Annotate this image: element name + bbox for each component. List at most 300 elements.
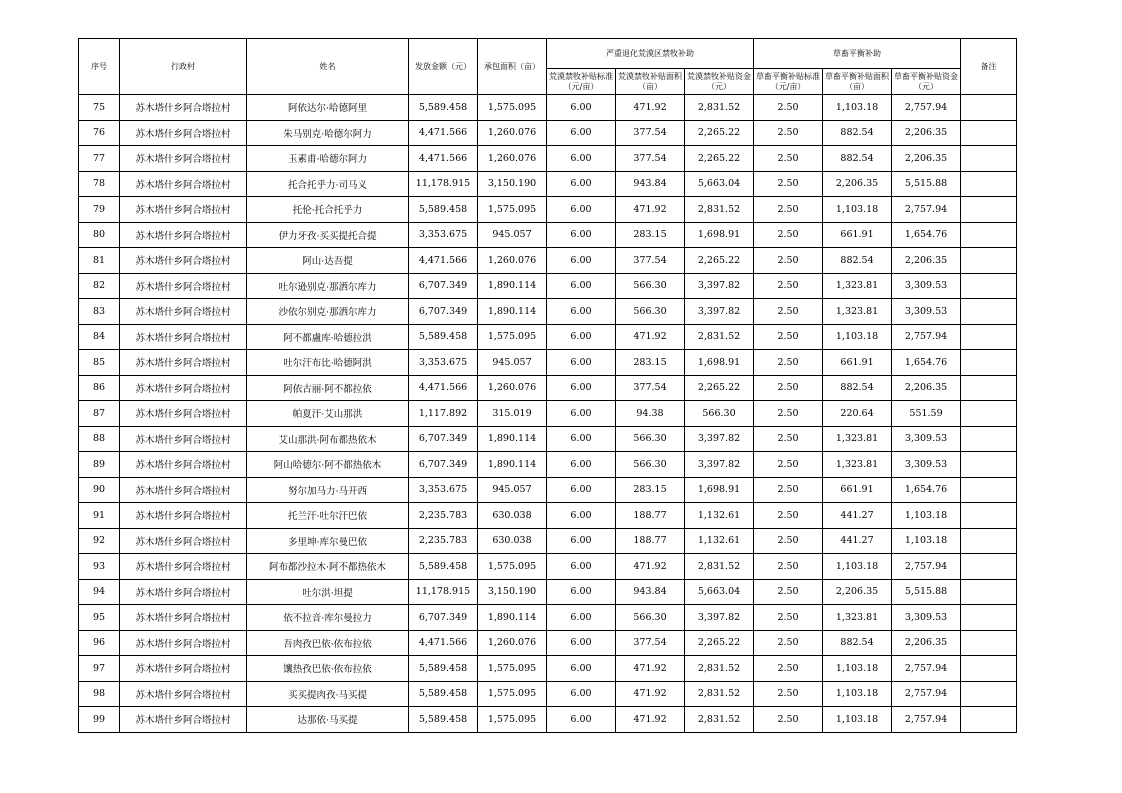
cell-desert-area: 283.15 xyxy=(616,222,685,248)
cell-village: 苏木塔什乡阿合塔拉村 xyxy=(120,656,247,682)
cell-desert-fund: 3,397.82 xyxy=(685,299,754,325)
cell-village: 苏木塔什乡阿合塔拉村 xyxy=(120,350,247,376)
table-header xyxy=(79,39,1017,95)
cell-amount: 6,707.349 xyxy=(409,605,478,631)
cell-balance-fund: 3,309.53 xyxy=(892,273,961,299)
cell-area: 315.019 xyxy=(478,401,547,427)
cell-balance-standard: 2.50 xyxy=(754,248,823,274)
cell-amount: 6,707.349 xyxy=(409,273,478,299)
cell-seq: 92 xyxy=(79,528,120,554)
cell-amount: 5,589.458 xyxy=(409,95,478,121)
cell-desert-area: 283.15 xyxy=(616,477,685,503)
cell-balance-standard: 2.50 xyxy=(754,324,823,350)
cell-village: 苏木塔什乡阿合塔拉村 xyxy=(120,477,247,503)
header-seq: 序号 xyxy=(79,39,120,95)
cell-seq: 79 xyxy=(79,197,120,223)
cell-remark xyxy=(961,273,1017,299)
cell-amount: 1,117.892 xyxy=(409,401,478,427)
cell-village: 苏木塔什乡阿合塔拉村 xyxy=(120,324,247,350)
cell-seq: 94 xyxy=(79,579,120,605)
cell-seq: 98 xyxy=(79,681,120,707)
table-row xyxy=(79,707,1017,733)
cell-area: 945.057 xyxy=(478,222,547,248)
header-desert-fund: 荒漠禁牧补贴资金（元） xyxy=(685,69,754,95)
header-balance-standard: 草畜平衡补贴标准（元/亩） xyxy=(754,69,823,95)
cell-name: 吐尔洪·坦提 xyxy=(247,579,409,605)
cell-name: 馕热孜巴依·依布拉依 xyxy=(247,656,409,682)
cell-remark xyxy=(961,324,1017,350)
cell-desert-area: 566.30 xyxy=(616,426,685,452)
cell-desert-fund: 1,132.61 xyxy=(685,528,754,554)
cell-desert-fund: 2,265.22 xyxy=(685,120,754,146)
cell-balance-standard: 2.50 xyxy=(754,681,823,707)
table-row xyxy=(79,146,1017,172)
cell-balance-fund: 2,757.94 xyxy=(892,681,961,707)
cell-balance-area: 1,103.18 xyxy=(823,95,892,121)
cell-desert-area: 471.92 xyxy=(616,324,685,350)
cell-desert-standard: 6.00 xyxy=(547,171,616,197)
cell-desert-fund: 2,831.52 xyxy=(685,707,754,733)
cell-balance-area: 1,323.81 xyxy=(823,452,892,478)
table-row xyxy=(79,452,1017,478)
cell-village: 苏木塔什乡阿合塔拉村 xyxy=(120,605,247,631)
cell-village: 苏木塔什乡阿合塔拉村 xyxy=(120,248,247,274)
cell-amount: 4,471.566 xyxy=(409,120,478,146)
cell-remark xyxy=(961,375,1017,401)
cell-area: 3,150.190 xyxy=(478,579,547,605)
cell-desert-fund: 2,265.22 xyxy=(685,146,754,172)
cell-village: 苏木塔什乡阿合塔拉村 xyxy=(120,171,247,197)
cell-balance-area: 1,323.81 xyxy=(823,273,892,299)
cell-seq: 99 xyxy=(79,707,120,733)
table-row xyxy=(79,171,1017,197)
cell-seq: 86 xyxy=(79,375,120,401)
cell-desert-area: 377.54 xyxy=(616,120,685,146)
cell-balance-fund: 5,515.88 xyxy=(892,171,961,197)
cell-amount: 5,589.458 xyxy=(409,554,478,580)
table-row xyxy=(79,350,1017,376)
cell-balance-fund: 3,309.53 xyxy=(892,605,961,631)
cell-village: 苏木塔什乡阿合塔拉村 xyxy=(120,401,247,427)
cell-balance-area: 2,206.35 xyxy=(823,579,892,605)
cell-area: 945.057 xyxy=(478,350,547,376)
cell-remark xyxy=(961,95,1017,121)
table-row xyxy=(79,401,1017,427)
cell-area: 1,890.114 xyxy=(478,605,547,631)
cell-desert-area: 566.30 xyxy=(616,452,685,478)
cell-desert-fund: 3,397.82 xyxy=(685,426,754,452)
cell-name: 伊力牙孜·买买提托合提 xyxy=(247,222,409,248)
cell-balance-standard: 2.50 xyxy=(754,605,823,631)
cell-amount: 11,178.915 xyxy=(409,171,478,197)
cell-remark xyxy=(961,197,1017,223)
cell-area: 3,150.190 xyxy=(478,171,547,197)
cell-area: 1,575.095 xyxy=(478,324,547,350)
cell-balance-fund: 2,757.94 xyxy=(892,95,961,121)
cell-balance-standard: 2.50 xyxy=(754,656,823,682)
table-row xyxy=(79,477,1017,503)
table-row xyxy=(79,656,1017,682)
table-row xyxy=(79,528,1017,554)
cell-amount: 3,353.675 xyxy=(409,222,478,248)
cell-desert-standard: 6.00 xyxy=(547,197,616,223)
cell-seq: 82 xyxy=(79,273,120,299)
cell-desert-fund: 566.30 xyxy=(685,401,754,427)
cell-desert-area: 471.92 xyxy=(616,656,685,682)
cell-balance-fund: 551.59 xyxy=(892,401,961,427)
cell-seq: 91 xyxy=(79,503,120,529)
cell-balance-fund: 2,206.35 xyxy=(892,120,961,146)
cell-seq: 90 xyxy=(79,477,120,503)
cell-area: 1,575.095 xyxy=(478,197,547,223)
table-row xyxy=(79,426,1017,452)
cell-amount: 3,353.675 xyxy=(409,350,478,376)
cell-balance-area: 1,103.18 xyxy=(823,197,892,223)
cell-amount: 5,589.458 xyxy=(409,324,478,350)
cell-balance-fund: 1,654.76 xyxy=(892,350,961,376)
cell-remark xyxy=(961,528,1017,554)
cell-name: 艾山那洪·阿布都热依木 xyxy=(247,426,409,452)
cell-balance-area: 661.91 xyxy=(823,350,892,376)
cell-name: 阿山·达吾提 xyxy=(247,248,409,274)
table-body xyxy=(79,95,1017,733)
cell-amount: 6,707.349 xyxy=(409,452,478,478)
cell-seq: 96 xyxy=(79,630,120,656)
cell-desert-fund: 3,397.82 xyxy=(685,605,754,631)
cell-desert-area: 566.30 xyxy=(616,273,685,299)
cell-area: 1,890.114 xyxy=(478,273,547,299)
table-row xyxy=(79,630,1017,656)
cell-name: 托合托乎力·司马义 xyxy=(247,171,409,197)
cell-desert-standard: 6.00 xyxy=(547,120,616,146)
cell-amount: 5,589.458 xyxy=(409,197,478,223)
cell-desert-fund: 1,698.91 xyxy=(685,350,754,376)
cell-balance-area: 882.54 xyxy=(823,375,892,401)
cell-balance-standard: 2.50 xyxy=(754,299,823,325)
header-group-desert: 严重退化荒漠区禁牧补助 xyxy=(547,39,754,69)
cell-village: 苏木塔什乡阿合塔拉村 xyxy=(120,681,247,707)
cell-balance-fund: 2,757.94 xyxy=(892,324,961,350)
cell-area: 1,575.095 xyxy=(478,681,547,707)
cell-desert-standard: 6.00 xyxy=(547,350,616,376)
cell-amount: 6,707.349 xyxy=(409,299,478,325)
cell-balance-fund: 2,206.35 xyxy=(892,375,961,401)
cell-name: 沙依尔别克·那洒尔库力 xyxy=(247,299,409,325)
cell-seq: 76 xyxy=(79,120,120,146)
cell-desert-standard: 6.00 xyxy=(547,375,616,401)
cell-balance-area: 882.54 xyxy=(823,248,892,274)
header-village: 行政村 xyxy=(120,39,247,95)
cell-name: 买买提肉孜·马买提 xyxy=(247,681,409,707)
cell-desert-fund: 2,265.22 xyxy=(685,630,754,656)
cell-desert-fund: 1,698.91 xyxy=(685,222,754,248)
cell-seq: 75 xyxy=(79,95,120,121)
cell-balance-area: 882.54 xyxy=(823,630,892,656)
cell-amount: 2,235.783 xyxy=(409,528,478,554)
cell-balance-standard: 2.50 xyxy=(754,375,823,401)
cell-seq: 97 xyxy=(79,656,120,682)
cell-area: 1,575.095 xyxy=(478,707,547,733)
cell-desert-area: 566.30 xyxy=(616,299,685,325)
cell-desert-area: 471.92 xyxy=(616,197,685,223)
cell-balance-area: 882.54 xyxy=(823,120,892,146)
cell-balance-area: 661.91 xyxy=(823,477,892,503)
cell-remark xyxy=(961,401,1017,427)
cell-village: 苏木塔什乡阿合塔拉村 xyxy=(120,197,247,223)
cell-desert-area: 566.30 xyxy=(616,605,685,631)
cell-area: 1,575.095 xyxy=(478,95,547,121)
cell-balance-fund: 1,654.76 xyxy=(892,222,961,248)
cell-balance-area: 1,103.18 xyxy=(823,554,892,580)
cell-village: 苏木塔什乡阿合塔拉村 xyxy=(120,554,247,580)
cell-amount: 4,471.566 xyxy=(409,375,478,401)
cell-desert-fund: 1,132.61 xyxy=(685,503,754,529)
cell-name: 托兰汗·吐尔汗巴依 xyxy=(247,503,409,529)
cell-balance-standard: 2.50 xyxy=(754,146,823,172)
cell-seq: 81 xyxy=(79,248,120,274)
cell-amount: 5,589.458 xyxy=(409,707,478,733)
cell-balance-standard: 2.50 xyxy=(754,528,823,554)
cell-balance-area: 882.54 xyxy=(823,146,892,172)
table-row xyxy=(79,503,1017,529)
cell-village: 苏木塔什乡阿合塔拉村 xyxy=(120,375,247,401)
table-row xyxy=(79,95,1017,121)
cell-desert-standard: 6.00 xyxy=(547,630,616,656)
cell-area: 1,260.076 xyxy=(478,248,547,274)
cell-balance-fund: 3,309.53 xyxy=(892,426,961,452)
cell-remark xyxy=(961,426,1017,452)
table-row xyxy=(79,605,1017,631)
cell-balance-fund: 5,515.88 xyxy=(892,579,961,605)
cell-amount: 11,178.915 xyxy=(409,579,478,605)
cell-name: 吐尔汗布比·哈德阿洪 xyxy=(247,350,409,376)
table-row xyxy=(79,248,1017,274)
cell-balance-fund: 2,206.35 xyxy=(892,248,961,274)
cell-desert-standard: 6.00 xyxy=(547,452,616,478)
cell-area: 630.038 xyxy=(478,528,547,554)
cell-balance-standard: 2.50 xyxy=(754,477,823,503)
cell-desert-fund: 2,831.52 xyxy=(685,656,754,682)
cell-balance-area: 1,323.81 xyxy=(823,605,892,631)
cell-desert-standard: 6.00 xyxy=(547,707,616,733)
subsidy-table xyxy=(78,38,1017,733)
cell-balance-fund: 2,757.94 xyxy=(892,656,961,682)
cell-desert-area: 471.92 xyxy=(616,681,685,707)
cell-seq: 80 xyxy=(79,222,120,248)
cell-desert-standard: 6.00 xyxy=(547,656,616,682)
cell-name: 朱马别克·哈德尔阿力 xyxy=(247,120,409,146)
cell-desert-standard: 6.00 xyxy=(547,554,616,580)
cell-seq: 78 xyxy=(79,171,120,197)
cell-desert-standard: 6.00 xyxy=(547,579,616,605)
cell-balance-area: 1,103.18 xyxy=(823,681,892,707)
cell-desert-fund: 2,831.52 xyxy=(685,95,754,121)
cell-village: 苏木塔什乡阿合塔拉村 xyxy=(120,120,247,146)
table-row xyxy=(79,222,1017,248)
cell-balance-standard: 2.50 xyxy=(754,554,823,580)
cell-name: 多里坤·库尔曼巴依 xyxy=(247,528,409,554)
cell-area: 1,260.076 xyxy=(478,630,547,656)
cell-desert-standard: 6.00 xyxy=(547,477,616,503)
cell-remark xyxy=(961,554,1017,580)
cell-seq: 84 xyxy=(79,324,120,350)
table-row xyxy=(79,681,1017,707)
cell-desert-standard: 6.00 xyxy=(547,681,616,707)
cell-seq: 83 xyxy=(79,299,120,325)
cell-amount: 4,471.566 xyxy=(409,248,478,274)
cell-name: 达那依·马买提 xyxy=(247,707,409,733)
cell-village: 苏木塔什乡阿合塔拉村 xyxy=(120,273,247,299)
cell-balance-fund: 2,206.35 xyxy=(892,630,961,656)
cell-village: 苏木塔什乡阿合塔拉村 xyxy=(120,95,247,121)
cell-seq: 87 xyxy=(79,401,120,427)
cell-name: 阿依达尔·哈德阿里 xyxy=(247,95,409,121)
cell-balance-standard: 2.50 xyxy=(754,630,823,656)
cell-balance-standard: 2.50 xyxy=(754,350,823,376)
cell-balance-standard: 2.50 xyxy=(754,273,823,299)
cell-balance-standard: 2.50 xyxy=(754,171,823,197)
cell-desert-fund: 2,831.52 xyxy=(685,554,754,580)
cell-area: 1,575.095 xyxy=(478,656,547,682)
cell-area: 1,575.095 xyxy=(478,554,547,580)
cell-desert-area: 471.92 xyxy=(616,707,685,733)
cell-area: 1,890.114 xyxy=(478,426,547,452)
cell-village: 苏木塔什乡阿合塔拉村 xyxy=(120,222,247,248)
cell-name: 帕夏汗·艾山那洪 xyxy=(247,401,409,427)
cell-desert-standard: 6.00 xyxy=(547,605,616,631)
cell-name: 吐尔逊别克·那洒尔库力 xyxy=(247,273,409,299)
cell-balance-area: 1,323.81 xyxy=(823,426,892,452)
cell-desert-standard: 6.00 xyxy=(547,95,616,121)
cell-balance-fund: 1,654.76 xyxy=(892,477,961,503)
cell-desert-area: 283.15 xyxy=(616,350,685,376)
cell-balance-area: 441.27 xyxy=(823,503,892,529)
cell-name: 阿依古丽·阿不都拉依 xyxy=(247,375,409,401)
cell-balance-standard: 2.50 xyxy=(754,426,823,452)
cell-amount: 5,589.458 xyxy=(409,656,478,682)
cell-area: 630.038 xyxy=(478,503,547,529)
cell-balance-area: 661.91 xyxy=(823,222,892,248)
cell-balance-standard: 2.50 xyxy=(754,579,823,605)
cell-village: 苏木塔什乡阿合塔拉村 xyxy=(120,299,247,325)
cell-remark xyxy=(961,681,1017,707)
cell-desert-standard: 6.00 xyxy=(547,146,616,172)
cell-desert-area: 471.92 xyxy=(616,95,685,121)
header-desert-area: 荒漠禁牧补贴面积（亩） xyxy=(616,69,685,95)
cell-village: 苏木塔什乡阿合塔拉村 xyxy=(120,503,247,529)
cell-remark xyxy=(961,477,1017,503)
cell-desert-standard: 6.00 xyxy=(547,528,616,554)
cell-village: 苏木塔什乡阿合塔拉村 xyxy=(120,579,247,605)
cell-name: 阿不都盧库·哈德拉洪 xyxy=(247,324,409,350)
cell-desert-fund: 2,831.52 xyxy=(685,197,754,223)
cell-desert-fund: 3,397.82 xyxy=(685,273,754,299)
cell-area: 1,260.076 xyxy=(478,120,547,146)
cell-remark xyxy=(961,299,1017,325)
cell-balance-area: 1,323.81 xyxy=(823,299,892,325)
cell-seq: 89 xyxy=(79,452,120,478)
cell-village: 苏木塔什乡阿合塔拉村 xyxy=(120,426,247,452)
cell-seq: 88 xyxy=(79,426,120,452)
cell-desert-area: 94.38 xyxy=(616,401,685,427)
cell-balance-fund: 1,103.18 xyxy=(892,503,961,529)
cell-desert-standard: 6.00 xyxy=(547,324,616,350)
cell-desert-area: 377.54 xyxy=(616,375,685,401)
cell-area: 1,890.114 xyxy=(478,299,547,325)
cell-balance-standard: 2.50 xyxy=(754,120,823,146)
cell-desert-area: 943.84 xyxy=(616,579,685,605)
table-row xyxy=(79,120,1017,146)
cell-balance-area: 2,206.35 xyxy=(823,171,892,197)
cell-balance-standard: 2.50 xyxy=(754,707,823,733)
cell-balance-standard: 2.50 xyxy=(754,95,823,121)
cell-balance-fund: 2,757.94 xyxy=(892,554,961,580)
cell-area: 945.057 xyxy=(478,477,547,503)
cell-name: 玉素甫·哈德尔阿力 xyxy=(247,146,409,172)
cell-desert-area: 471.92 xyxy=(616,554,685,580)
header-name: 姓名 xyxy=(247,39,409,95)
cell-remark xyxy=(961,503,1017,529)
cell-balance-fund: 2,757.94 xyxy=(892,197,961,223)
cell-remark xyxy=(961,120,1017,146)
cell-balance-standard: 2.50 xyxy=(754,222,823,248)
cell-desert-standard: 6.00 xyxy=(547,426,616,452)
cell-desert-area: 943.84 xyxy=(616,171,685,197)
cell-name: 依不拉音·库尔曼拉力 xyxy=(247,605,409,631)
cell-name: 阿布都沙拉木·阿不都热依木 xyxy=(247,554,409,580)
cell-balance-area: 1,103.18 xyxy=(823,324,892,350)
header-remark: 备注 xyxy=(961,39,1017,95)
cell-seq: 85 xyxy=(79,350,120,376)
cell-amount: 4,471.566 xyxy=(409,146,478,172)
cell-name: 吾肉孜巴依·依布拉依 xyxy=(247,630,409,656)
cell-remark xyxy=(961,605,1017,631)
cell-balance-fund: 3,309.53 xyxy=(892,299,961,325)
cell-seq: 93 xyxy=(79,554,120,580)
table-row xyxy=(79,554,1017,580)
cell-desert-fund: 2,831.52 xyxy=(685,681,754,707)
cell-balance-area: 441.27 xyxy=(823,528,892,554)
cell-desert-area: 188.77 xyxy=(616,528,685,554)
cell-desert-fund: 2,265.22 xyxy=(685,248,754,274)
cell-desert-standard: 6.00 xyxy=(547,503,616,529)
cell-village: 苏木塔什乡阿合塔拉村 xyxy=(120,146,247,172)
table-row xyxy=(79,375,1017,401)
cell-balance-area: 1,103.18 xyxy=(823,656,892,682)
cell-balance-standard: 2.50 xyxy=(754,452,823,478)
cell-area: 1,890.114 xyxy=(478,452,547,478)
cell-remark xyxy=(961,248,1017,274)
cell-remark xyxy=(961,222,1017,248)
cell-amount: 6,707.349 xyxy=(409,426,478,452)
cell-amount: 4,471.566 xyxy=(409,630,478,656)
cell-desert-fund: 1,698.91 xyxy=(685,477,754,503)
cell-village: 苏木塔什乡阿合塔拉村 xyxy=(120,452,247,478)
cell-desert-area: 377.54 xyxy=(616,630,685,656)
cell-balance-area: 220.64 xyxy=(823,401,892,427)
cell-desert-fund: 3,397.82 xyxy=(685,452,754,478)
cell-balance-fund: 2,757.94 xyxy=(892,707,961,733)
cell-remark xyxy=(961,452,1017,478)
cell-desert-standard: 6.00 xyxy=(547,222,616,248)
cell-remark xyxy=(961,579,1017,605)
table-row xyxy=(79,197,1017,223)
cell-amount: 5,589.458 xyxy=(409,681,478,707)
cell-desert-area: 377.54 xyxy=(616,248,685,274)
cell-balance-fund: 3,309.53 xyxy=(892,452,961,478)
cell-amount: 2,235.783 xyxy=(409,503,478,529)
cell-name: 努尔加马力·马开西 xyxy=(247,477,409,503)
